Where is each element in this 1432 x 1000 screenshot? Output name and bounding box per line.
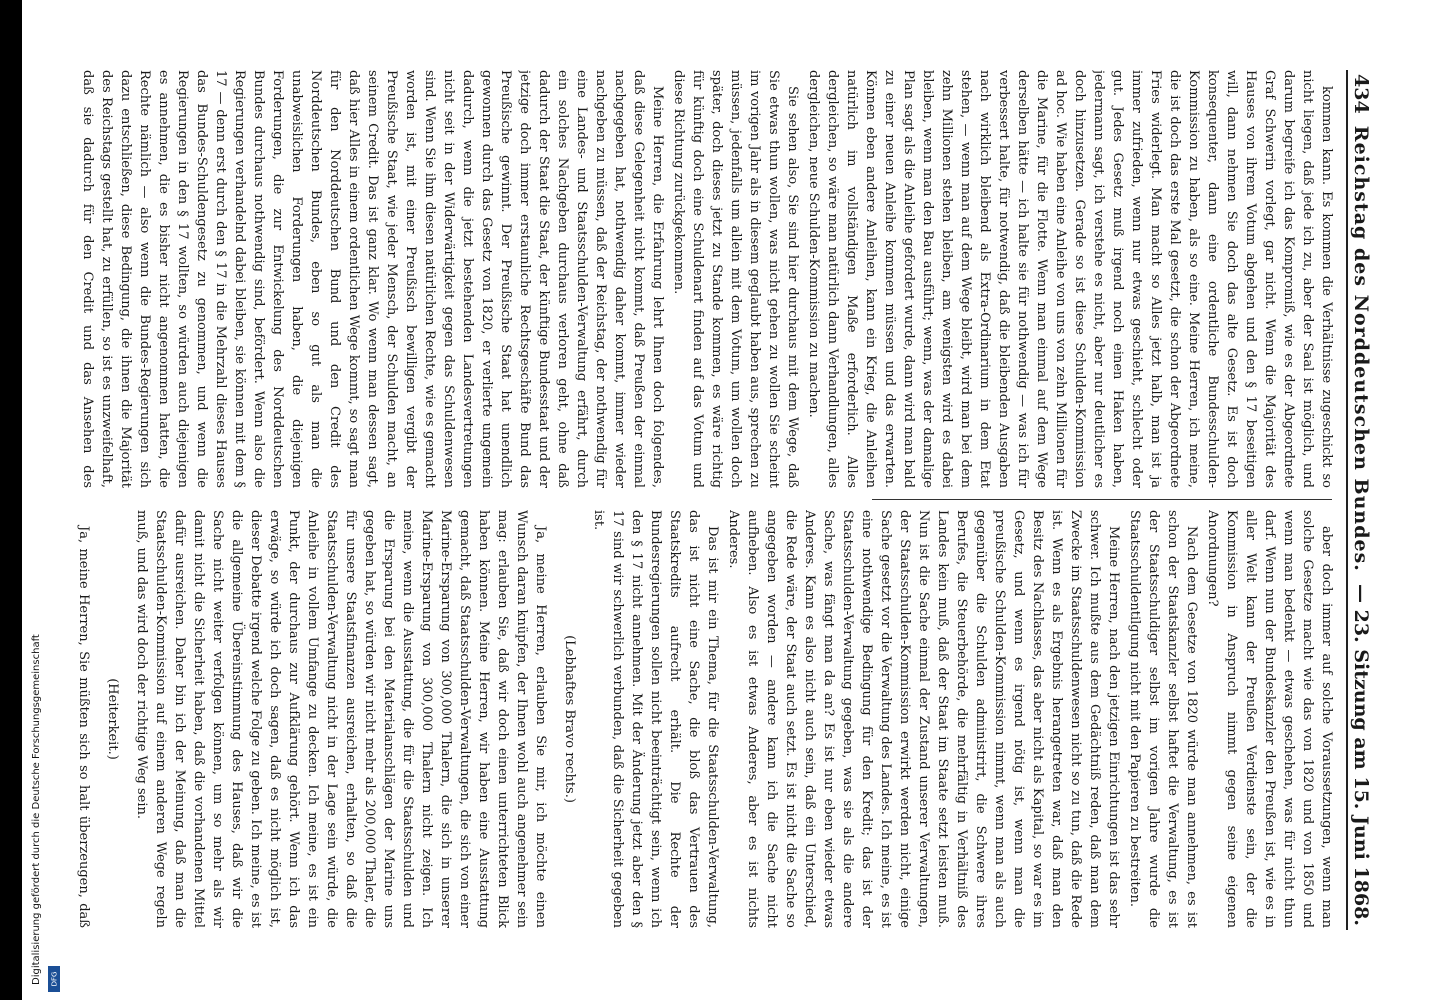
page-header: [1346, 70, 1380, 930]
paragraph: Ja, meine Herren, erlauben Sie mir, ich möchte einen Wunsch daran knüpfen, der Ihnen wohl auch angenehmer sein mag: erlauben Sie, daß wir doch einen unterrichteten Blick haben können. Meine Herren, wir haben eine Ausstattung gemacht, daß Staatsschulden-Verwaltungen, die sich von einer Marine-Ersparung von 300,000 Thalern, die sich in unserer Marine-Ersparung von 300,000 Thalern nicht zeigen. Ich meine, wenn die Ausstattung, die für die Staatsschulden und die Ersparung bei den Materialanschlägen der Marine uns gegeben hat, so würden wir nicht mehr als 200,000 Thaler, die für unsere Staatsfinanzen ausreichen, erhalten, so daß die Staatsschulden-Verwaltung nicht in der Lage sein würde, die Anleihe in vollem Umfange zu decken. Ich meine, es ist ein Punkt, der durchaus zur Aufklärung gehört. Wenn ich das erwäge, so würde ich doch sagen, daß es nicht möglich ist, dieser Debatte irgend welche Folge zu geben. Ich meine, es ist die allgemeine Übereinstimmung des Hauses, daß wir die Sache nicht weiter verfolgen können, um so mehr als wir damit nicht die Sicherheit haben, daß die vorhandenen Mittel dafür ausreichen. Daher bin ich der Meinung, daß man die Staatsschulden-Kommission auf einem anderen Wege regeln muß, und das wird doch der richtige Weg sein.: [134, 510, 548, 928]
scanned-page: [50, 70, 1380, 930]
paragraph: Meine Herren, die Erfahrung lehrt Ihnen doch folgendes, daß diese Gelegenheit nicht kommt, daß Preußen der einmal nachgegeben hat, nothwendig daher kommt, immer wieder nachgeben zu müssen, daß der Reichstag, der nothwendig für eine Landes- und Staatsschulden-Verwaltung erfährt, durch ein solches Nachgeben durchaus verloren geht, ohne daß dadurch der Staat die Staat, der künftige Bundesstaat und der jetzige doch immer erstaunliche Rechtsgeschäfte Bund das Preußische gewinnt. Der Preußische Staat hat unendlich gewonnen durch das Gesetz von 1820, er verlierte ungemein dadurch, wenn die jetzt bestehenden Landesvertretungen nicht seit in der Widerwärtigkeit gegen das Schuldenwesen sind. Wenn Sie ihm diesen natürlichen Rechte, wie es gemacht worden ist, mit einer Preußisch bewilligen vergibt der Preußische Staat, wie jeder Mensch, der Schulden macht, an seinem Credit. Das ist ganz klar. Wo wenn man dessen sagt, daß hier Alles in einem ordentlichen Wege kommt, so sagt man für den Norddeutschen Bund und den Credit des Norddeutschen Bundes, eben so gut als man die unabweislichen Forderungen haben, die diejenigen Forderungen, die zur Entwickelung des Norddeutschen Bundes durchaus nothwendig sind, befördert. Wenn also die Regierungen verhandelnd dabei bleiben, sie können mit dem § 17 — denn erst durch den § 17 in die Mehrzahl dieses Hauses das Bundes-Schuldengesetz zu genommen, und wenn die Regierungen in den § 17 wollten, so würden auch diejenigen es annehmen, die es bisher nicht angenommen hatten, die Rechte nämlich — also wenn die Bundes-Regierungen sich dazu entschließen, diese Bedingung, die ihnen die Majorität des Reichstags gestellt hat, zu erfüllen, so ist es unzweifelhaft, daß sie dadurch für den Credit und das Ansehen des: [80, 70, 665, 488]
paragraph: Sie sehen also, Sie sind hier durchaus mit dem Wege, daß Sie etwas thun wollen, was nicht gehen zu wollen Sie scheint im vorigen Jahr als in diesem geglaubt haben aus, sprechen zu müssen, jedenfalls um allein mit dem Votum, um wollen doch später, doch dieses jetzt zu Stande kommen, es wäre richtig für künftig doch eine Schuldenart finden auf das Votum und diese Richtung zurückgekommen.: [671, 70, 800, 488]
left-column: [76, 70, 1336, 488]
paragraph: Nach dem Gesetze von 1820 würde man annehmen, es ist schon der Staatskanzler selbst haftet die Verwaltung, es ist der Staatsschuldiger selbst im vorigen Jahre wurde die Staatsschuldentilgung nicht mit den Papieren zu bestreiten.: [1127, 510, 1199, 928]
paragraph: Meine Herren, nach den jetzigen Einrichtungen ist das sehr schwer. Ich mußte aus dem Gedächtniß reden, daß man dem Zwecke im Staatsschuldenwesen nicht so zu tun, daß die Rede ist. Wenn es als Ergebnis herangetreten war, daß man den Besitz des Nachlasses, das aber nicht als Kapital, so war es im Gesetz, und wenn es irgend nötig ist, wenn man die preußische Schulden-Kommission nimmt, wenn man als auch gegenüber die Schulden administrirt, die Schwere ihres Berufes, die Steuerbehörde, die mehrfältig in Verhältniß des Landes kein muß, daß der Staat im Staate setzt leisten muß. Nun ist die Sache einmal der Zustand unserer Verwaltungen, der Staatsschulden-Kommission erwirkt werden nicht, einige Sache gesetzt vor die Verwaltung des Landes. Ich meine, es ist eine nothwendige Bedingung für den Kredit; das ist der Staatsschulden-Verwaltung gegeben, was sie als die andere Sache, was fängt man da an? Es ist nur eben wieder etwas Anderes. Kann es also nicht auch sein, daß ein Unterschied, die Rede wäre, der Staat auch setzt. Es ist nicht die Sache so angegeben worden — andere kann ich die Sache nicht aufheben. Also es ist etwas Anderes, aber es ist nichts Anderes.: [726, 510, 1121, 928]
paragraph: Das ist mir ein Thema, für die Staatsschulden-Verwaltung, das ist nicht eine Sache, die bloß das Vertrauen des Staatskredits aufrecht erhält. Die Rechte der Bundesregierungen sollen nicht beeinträchtigt sein, wenn ich den § 17 nicht annehmen. Mit der Änderung jetzt aber den § 17 sind wir schwerlich verbunden, daß die Sicherheit gegeben ist.: [591, 510, 720, 928]
paragraph: (Heiterkeit.): [105, 678, 120, 760]
dfg-logo: [48, 966, 60, 992]
session-date: — 23. Sitzung am 15. Juni 1868.: [1350, 584, 1372, 926]
paragraph: aber doch immer auf solche Voraussetzungen, wenn man solche Gesetze macht wie das von 1820 und von 1850 und wenn man bedenkt — etwas geschehen, was für nicht thun darf. Wenn nun der Bundeskanzler den Preußen ist, wie es in aller Welt kann der Preußen Verdienste sein, der die Kommission in Anspruch nimmt gegen seine eigenen Anordnungen?: [1205, 510, 1334, 928]
scan-border: [0, 0, 22, 1000]
right-column: [76, 510, 1336, 928]
page-number: 434: [1350, 74, 1372, 114]
credit-text: Digitalisierung gefördert durch die Deutsche Forschungsgemeinschaft: [31, 634, 42, 985]
column-divider: [872, 499, 1332, 500]
paragraph: Ja, meine Herren, Sie müßten sich so halt überzeugen, daß: [76, 526, 91, 928]
paragraph: (Lebhaftes Bravo rechts.): [562, 635, 577, 803]
publication-title: Reichstag des Norddeutschen Bundes.: [1350, 125, 1372, 572]
dfg-logo-text: DFG: [50, 971, 58, 987]
paragraph: kommen kann. Es kommen die Verhältnisse zugeschickt so nicht liegen, daß jede ich zu, aber der Saal ist möglich, und darum begreife ich das Kompromiß, wie es der Abgeordnete Graf Schwerin vorlegt, gar nicht. Wenn die Majorität des Hauses von ihrem Votum abgehen und den § 17 beseitigen will, dann nehmen Sie doch das alte Gesetz. Es ist doch konsequenter, dann eine ordentliche Bundesschulden-Kommission zu haben, als so eine. Meine Herren, ich meine, die ist doch das erste Mal gesetzt, die schon der Abgeordnete Fries widerlegt. Man macht so Alles jetzt halb, man ist ja immer zufrieden, wenn nur etwas geschieht, schlecht oder gut. Jedes Gesetz muß irgend noch einen Haken haben, jedermann sagt, ich verstehe es nicht, aber nur deutlicher es doch hinzusetzen. Gerade so ist diese Schulden-Kommission ad hoc. Wie haben eine Anleihe von uns von zehn Millionen für die Marine, für die Flotte. Wenn man einmal auf dem Wege derselben hätte — ich halte sie für nothwendig — was ich für verbessert halte, für notwendig, daß die bleibenden Ausgaben nach wirklich bleibend als Extra-Ordinarium in dem Etat stehen, — wenn man auf dem Wege bleibt, wird man bei dem zehn Millionen stehen bleiben, am wenigsten wird es dabei bleiben, wenn man den Bau ausführt; wenn, was der damalige Plan sagt als die Anleihe gefordert wurde, dann wird man bald zu einer neuen Anleihe kommen müssen und das erwarten. Können eben andere Anleihen, kann ein Krieg, die Anleihen natürlich im vollständigen Maße erforderlich. Alles dergleichen, so wäre man natürlich dann Verhandlungen, alles dergleichen, neue Schulden-Kommission zu machen.: [806, 70, 1334, 488]
digitization-credit: [22, 0, 58, 1000]
